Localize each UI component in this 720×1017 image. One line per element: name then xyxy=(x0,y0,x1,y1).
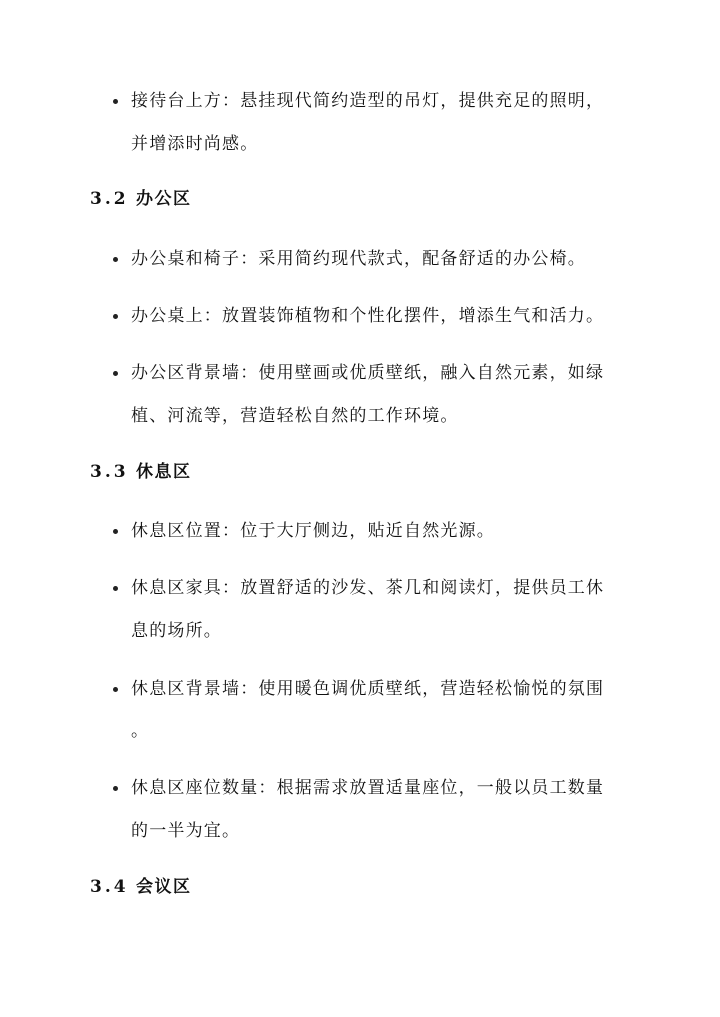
list-item-line: 办公区背景墙：使用壁画或优质壁纸，融入自然元素，如绿 xyxy=(131,363,605,383)
bullet-icon xyxy=(113,687,118,692)
bullet-icon xyxy=(113,314,118,319)
bullet-icon xyxy=(113,529,118,534)
section-number: 3.3 xyxy=(90,462,129,482)
bullet-icon xyxy=(113,99,118,104)
list-item-line: 接待台上方：悬挂现代简约造型的吊灯，提供充足的照明， xyxy=(131,91,605,111)
list-item-line: 办公桌上：放置装饰植物和个性化摆件，增添生气和活力。 xyxy=(131,306,605,326)
list-item-line: 休息区家具：放置舒适的沙发、茶几和阅读灯，提供员工休 xyxy=(131,578,605,598)
list-item-line: 植、河流等，营造轻松自然的工作环境。 xyxy=(131,406,459,426)
list-item-line: 办公桌和椅子：采用简约现代款式，配备舒适的办公椅。 xyxy=(131,249,586,269)
section-heading-3-4 xyxy=(90,876,192,898)
list-item-line: 息的场所。 xyxy=(131,621,222,641)
list-item-line: 的一半为宜。 xyxy=(131,821,241,841)
list-item-line: 休息区位置：位于大厅侧边，贴近自然光源。 xyxy=(131,521,495,541)
section-title: 办公区 xyxy=(136,189,192,209)
bullet-icon xyxy=(113,371,118,376)
section-heading-3-3 xyxy=(90,461,192,483)
list-item-line: 。 xyxy=(131,721,150,741)
list-item-line: 休息区座位数量：根据需求放置适量座位，一般以员工数量 xyxy=(131,778,605,798)
section-number: 3.4 xyxy=(90,877,129,897)
bullet-icon xyxy=(113,257,118,262)
section-number: 3.2 xyxy=(90,189,129,209)
bullet-icon xyxy=(113,586,118,591)
section-title: 会议区 xyxy=(136,877,192,897)
list-item-line: 休息区背景墙：使用暖色调优质壁纸，营造轻松愉悦的氛围 xyxy=(131,679,605,699)
section-title: 休息区 xyxy=(136,462,192,482)
bullet-icon xyxy=(113,786,118,791)
section-heading-3-2 xyxy=(90,188,192,210)
list-item-line: 并增添时尚感。 xyxy=(131,134,259,154)
